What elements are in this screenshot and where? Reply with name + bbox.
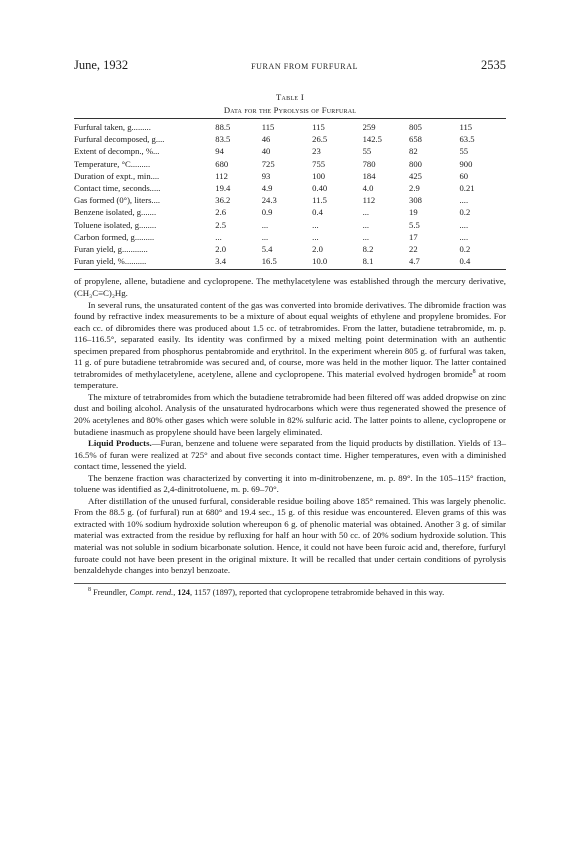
table-cell: 55: [459, 146, 469, 157]
table-cell: 63.5: [459, 134, 475, 145]
table-cell: ....: [459, 219, 469, 230]
table-cell: 0.2: [459, 207, 471, 218]
paragraph: The mixture of tetrabromides from which the butadiene tetrabromide had been filtered off was added dropwise on zinc dust and boiling alcohol. Analysis of the unsaturated hydrocarbons which were thus regenerated showed the presence of 20% acetylenes and 80% other gases which were soluble in 82% sulfuric acid. The latter points to allene, cyclopropene or butadiene inasmuch as propylene should have been largely eliminated.: [74, 391, 506, 437]
table-cell: 8.1: [362, 256, 374, 267]
table-cell: 2.6: [215, 207, 227, 218]
table-cell: 22: [409, 244, 418, 255]
table-cell: 5.4: [261, 244, 273, 255]
row-label: Gas formed (0°), liters....: [74, 195, 161, 206]
table-top-rule: [74, 118, 506, 119]
table-row: [74, 145, 506, 157]
table-cell: ...: [362, 231, 370, 242]
table-cell: 4.9: [261, 183, 273, 194]
table-cell: 800: [409, 158, 422, 169]
table-cell: ...: [362, 219, 370, 230]
footnote-ref[interactable]: 8: [472, 368, 476, 375]
footnote-marker: 8: [88, 586, 91, 593]
footnote-volume: 124: [177, 587, 190, 597]
header-date: June, 1932: [74, 58, 129, 72]
table-cell: 82: [409, 146, 418, 157]
table-row: [74, 158, 506, 170]
row-label: Furfural decomposed, g....: [74, 134, 165, 145]
table-cell: 725: [261, 158, 275, 169]
paragraph: [74, 300, 506, 392]
table-cell: 24.3: [261, 195, 277, 206]
table-cell: 0.9: [261, 207, 273, 218]
paragraph: [74, 438, 506, 473]
table-cell: 23: [312, 146, 321, 157]
table-cell: 55: [362, 146, 372, 157]
table-cell: 308: [409, 195, 422, 206]
table-cell: ...: [312, 231, 319, 242]
table-cell: 2.0: [312, 244, 323, 255]
row-label: Extent of decompn., %...: [74, 146, 160, 157]
table-cell: 19.4: [215, 183, 231, 194]
row-label: Furfural taken, g.........: [74, 122, 151, 132]
table-cell: 142.5: [362, 134, 382, 145]
table-cell: 26.5: [312, 134, 328, 145]
row-label: Duration of expt., min....: [74, 170, 160, 181]
table-cell: ....: [459, 195, 469, 206]
table-cell: 115: [312, 122, 325, 132]
table-cell: 0.21: [459, 183, 475, 194]
table-label: Table I: [275, 92, 305, 102]
table-cell: 0.4: [312, 207, 323, 218]
table-cell: 805: [409, 122, 422, 132]
table-cell: 0.40: [312, 183, 328, 194]
paragraph: After distillation of the unused furfural, considerable residue boiling above 185° remained. This was largely phenolic. From the 88.5 g. (of furfural) run at 680° and 19.4 sec., 15 g. of this residue was encountered. Eleven grams of this was extracted with 10% sodium hydroxide solution whereupon 6 g. of phenolic material was obtained. Another 3 g. of similar material was extracted from the residue by refluxing for half an hour with 50 cc. of 20% sodium hydroxide solution. This material was not soluble in sodium bicarbonate solution. Hence, it could not have been furoic acid and, therefore, furfuryl furoate could not have been present in the original mixture. It will be recalled that under certain conditions of pyrolysis benzaldehyde changes into benzyl benzoate.: [74, 495, 506, 576]
table-bottom-rule: [74, 269, 506, 270]
row-label: Temperature, °C.........: [74, 158, 151, 169]
footnote-rule: [74, 583, 506, 584]
table-cell: 4.0: [362, 183, 374, 194]
table-cell: 780: [362, 158, 376, 169]
table-cell: ...: [261, 219, 269, 230]
table-cell: 680: [215, 158, 229, 169]
row-label: Carbon formed, g.........: [74, 231, 155, 242]
table-cell: ...: [362, 207, 370, 218]
table-row: [74, 170, 506, 182]
table-cell: 11.5: [312, 195, 327, 206]
table-row: [74, 219, 506, 231]
row-label: Toluene isolated, g........: [74, 219, 157, 230]
table-cell: 19: [409, 207, 418, 218]
table-caption: Data for the Pyrolysis of Furfural: [223, 105, 357, 115]
table-row: [74, 206, 506, 218]
table-row: [74, 194, 506, 206]
table-cell: 2.9: [409, 183, 420, 194]
table-cell: 60: [459, 170, 469, 181]
table-cell: 16.5: [261, 256, 277, 267]
table-cell: 40: [261, 146, 271, 157]
table-cell: 4.7: [409, 256, 420, 267]
section-heading: Liquid Products.: [88, 438, 152, 449]
table-cell: 17: [409, 231, 418, 242]
header-title: FURAN FROM FURFURAL: [251, 62, 359, 71]
table-cell: 259: [362, 122, 376, 132]
table-cell: ...: [312, 219, 319, 230]
table-cell: 88.5: [215, 122, 231, 132]
table-cell: ...: [261, 231, 269, 242]
table-cell: 755: [312, 158, 326, 169]
table-cell: 900: [459, 158, 473, 169]
table-cell: 100: [312, 170, 326, 181]
header-page-number: 2535: [481, 58, 506, 72]
row-label: Benzene isolated, g.......: [74, 207, 157, 218]
table-cell: 5.5: [409, 219, 420, 230]
table-cell: 10.0: [312, 256, 328, 267]
table-row: [74, 243, 506, 255]
table-cell: ...: [215, 231, 222, 242]
table-row: [74, 121, 506, 133]
table-cell: 46: [261, 134, 271, 145]
paragraph-text: In several runs, the unsaturated content of the gas was converted into bromide derivatives. The dibromide fraction was found by refractive index measurements to be a mixture of about equal weights of ethylene and propylene bromides. For each cc. of dibromides there was produced about 1.5 cc. of tetrabromides. From the latter, butadiene tetrabromide, m. p. 116–116.5°, separated easily. Its identity was confirmed by a mixed melting point determination with an authentic specimen prepared from phosphorus pentabromide and erythritol. In the experiment wherein 805 g. of furfural was taken, 11 g. of pure butadiene tetrabromide was secured and, of course, more was held in the mother liquor. The latter contained tetrabromides of methylacetylene, acetylene, allene and cyclopropene. This material evolved hydrogen bromide: [74, 299, 506, 379]
table-cell: 2.5: [215, 219, 227, 230]
pyrolysis-data-table: [74, 121, 506, 267]
running-header: [74, 58, 506, 80]
table-cell: 425: [409, 170, 422, 181]
table-cell: 8.2: [362, 244, 374, 255]
footnote-text: , 1157 (1897), reported that cyclopropene tetrabromide behaved in this way.: [189, 587, 445, 597]
footnote-journal: Compt. rend.: [129, 587, 174, 597]
table-row: [74, 133, 506, 145]
footnote-text: Freundler,: [91, 587, 130, 597]
table-cell: 83.5: [215, 134, 231, 145]
table-cell: 0.4: [459, 256, 471, 267]
table-row: [74, 231, 506, 243]
table-cell: 0.2: [459, 244, 471, 255]
table-cell: 93: [261, 170, 271, 181]
table-row: [74, 255, 506, 267]
table-cell: 36.2: [215, 195, 231, 206]
paragraph: of propylene, allene, butadiene and cyclopropene. The methylacetylene was established through the mercury derivative, (CH₃C≡C)₂Hg.: [74, 276, 506, 298]
journal-page: [74, 58, 506, 598]
table-cell: 112: [215, 170, 228, 181]
table-cell: ....: [459, 231, 469, 242]
row-label: Furan yield, %..........: [74, 256, 147, 267]
table-cell: 184: [362, 170, 376, 181]
table-row: [74, 182, 506, 194]
body-text: [74, 276, 506, 576]
table-cell: 115: [459, 122, 473, 132]
footnote: $^8$ Freundler, Compt. rend., 124, 1157 (1897), reported that cyclopropene tetrabromide behaved in this way.: [88, 586, 445, 597]
table-cell: 3.4: [215, 256, 227, 267]
paragraph-text: —Furan, benzene and toluene were separated from the liquid products by distillation. Yields of 13–16.5% of furan were realized at 725° and about five seconds contact time. Higher temperatures, even with a diminished contact time, lessened the yield.: [74, 438, 506, 472]
table-cell: 2.0: [215, 244, 227, 255]
table-cell: 658: [409, 134, 422, 145]
table-cell: 94: [215, 146, 224, 157]
paragraph-text: at room temperature.: [74, 368, 506, 391]
table-cell: 112: [362, 195, 376, 206]
row-label: Contact time, seconds.....: [74, 183, 161, 194]
table-cell: 115: [261, 122, 275, 132]
paragraph: The benzene fraction was characterized by converting it into m-dinitrobenzene, m. p. 89°. In the 105–115° fraction, toluene was identified as 2,4-dinitrotoluene, m. p. 69–70°.: [74, 472, 506, 495]
row-label: Furan yield, g............: [74, 244, 148, 255]
